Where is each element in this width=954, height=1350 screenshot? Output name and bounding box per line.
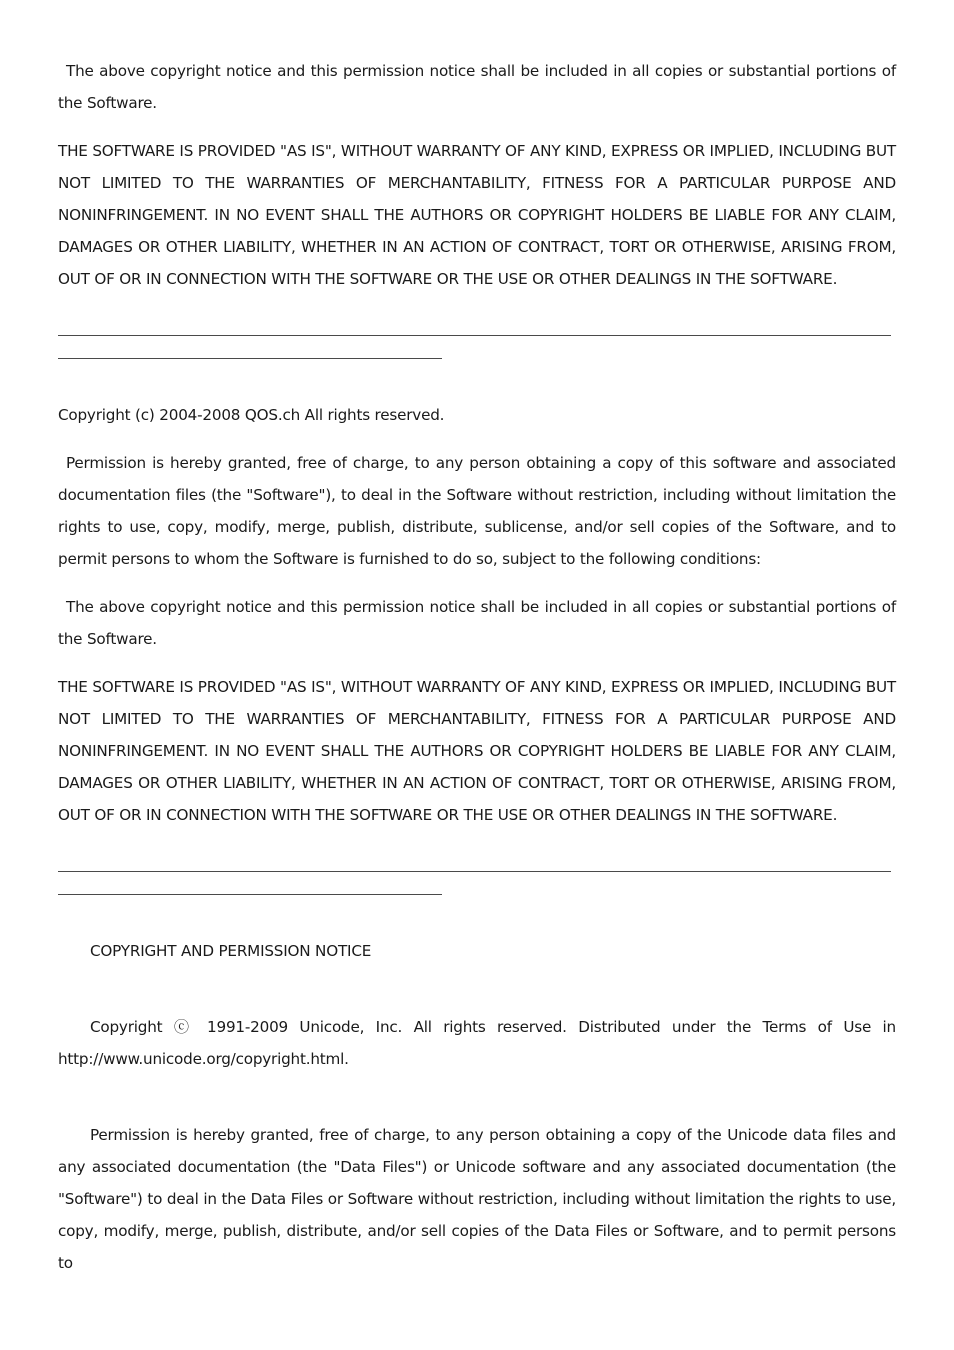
- permission-grant-paragraph: Permission is hereby granted, free of charge, to any person obtaining a copy of this software and associated documentation files (the "Software"), to deal in the Software without restriction, including without limitation the rights to use, copy, modify, merge, publish, distribute, sublicense, and/or sell copies of the Software, and to permit persons to whom the Software is furnished to do so, subject to the following conditions:: [58, 454, 896, 568]
- warranty-disclaimer-paragraph: THE SOFTWARE IS PROVIDED "AS IS", WITHOUT WARRANTY OF ANY KIND, EXPRESS OR IMPLIED, INCLUDING BUT NOT LIMITED TO THE WARRANTIES OF MERCHANTABILITY, FITNESS FOR A PARTICULAR PURPOSE AND NONINFRINGEMENT. IN NO EVENT SHALL THE AUTHORS OR COPYRIGHT HOLDERS BE LIABLE FOR ANY CLAIM, DAMAGES OR OTHER LIABILITY, WHETHER IN AN ACTION OF CONTRACT, TORT OR OTHERWISE, ARISING FROM, OUT OF OR IN CONNECTION WITH THE SOFTWARE OR THE USE OR OTHER DEALINGS IN THE SOFTWARE.: [58, 678, 896, 824]
- document-page: [58, 55, 896, 1279]
- unicode-permission-paragraph: Permission is hereby granted, free of charge, to any person obtaining a copy of the Unicode data files and any associated documentation (the "Data Files") or Unicode software and any associated documentation (the "Software") to deal in the Data Files or Software without restriction, including without limitation the rights to use, copy, modify, merge, publish, distribute, and/or sell copies of the Data Files or Software, and to permit persons to: [58, 1126, 896, 1272]
- qos-copyright-line: Copyright (c) 2004-2008 QOS.ch All rights reserved.: [58, 406, 445, 424]
- warranty-disclaimer-paragraph: THE SOFTWARE IS PROVIDED "AS IS", WITHOUT WARRANTY OF ANY KIND, EXPRESS OR IMPLIED, INCLUDING BUT NOT LIMITED TO THE WARRANTIES OF MERCHANTABILITY, FITNESS FOR A PARTICULAR PURPOSE AND NONINFRINGEMENT. IN NO EVENT SHALL THE AUTHORS OR COPYRIGHT HOLDERS BE LIABLE FOR ANY CLAIM, DAMAGES OR OTHER LIABILITY, WHETHER IN AN ACTION OF CONTRACT, TORT OR OTHERWISE, ARISING FROM, OUT OF OR IN CONNECTION WITH THE SOFTWARE OR THE USE OR OTHER DEALINGS IN THE SOFTWARE.: [58, 142, 896, 288]
- unicode-copyright-paragraph: Copyright ⓒ 1991-2009 Unicode, Inc. All rights reserved. Distributed under the Terms of Use in http://www.unicode.org/copyright.html.: [58, 1018, 896, 1068]
- copyright-notice-paragraph: The above copyright notice and this permission notice shall be included in all copies or substantial portions of the Software.: [58, 62, 896, 112]
- copyright-notice-paragraph: The above copyright notice and this permission notice shall be included in all copies or substantial portions of the Software.: [58, 598, 896, 648]
- section-heading: COPYRIGHT AND PERMISSION NOTICE: [90, 942, 372, 960]
